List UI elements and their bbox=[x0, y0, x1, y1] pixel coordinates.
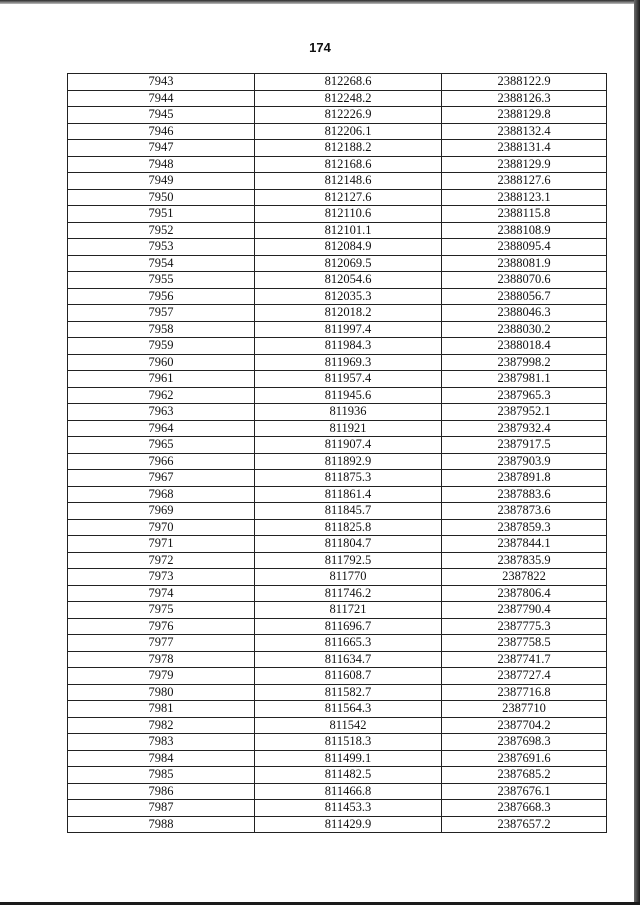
y-coordinate-cell: 2388046.3 bbox=[442, 305, 607, 322]
table-row bbox=[68, 74, 607, 91]
y-coordinate-cell: 2388123.1 bbox=[442, 189, 607, 206]
point-number-cell: 7975 bbox=[68, 602, 255, 619]
point-number-cell: 7973 bbox=[68, 569, 255, 586]
x-coordinate-cell: 811453.3 bbox=[255, 800, 442, 817]
table-row bbox=[68, 470, 607, 487]
x-coordinate-cell: 811861.4 bbox=[255, 486, 442, 503]
point-number-cell: 7984 bbox=[68, 750, 255, 767]
table-row bbox=[68, 140, 607, 157]
y-coordinate-cell: 2387873.6 bbox=[442, 503, 607, 520]
table-row bbox=[68, 206, 607, 223]
point-number-cell: 7947 bbox=[68, 140, 255, 157]
table-row bbox=[68, 272, 607, 289]
point-number-cell: 7982 bbox=[68, 717, 255, 734]
x-coordinate-cell: 811482.5 bbox=[255, 767, 442, 784]
y-coordinate-cell: 2387691.6 bbox=[442, 750, 607, 767]
point-number-cell: 7976 bbox=[68, 618, 255, 635]
y-coordinate-cell: 2387998.2 bbox=[442, 354, 607, 371]
x-coordinate-cell: 811845.7 bbox=[255, 503, 442, 520]
y-coordinate-cell: 2388126.3 bbox=[442, 90, 607, 107]
point-number-cell: 7952 bbox=[68, 222, 255, 239]
x-coordinate-cell: 812148.6 bbox=[255, 173, 442, 190]
table-row bbox=[68, 486, 607, 503]
x-coordinate-cell: 812084.9 bbox=[255, 239, 442, 256]
point-number-cell: 7969 bbox=[68, 503, 255, 520]
table-row bbox=[68, 536, 607, 553]
x-coordinate-cell: 811564.3 bbox=[255, 701, 442, 718]
x-coordinate-cell: 811936 bbox=[255, 404, 442, 421]
table-row bbox=[68, 404, 607, 421]
x-coordinate-cell: 812069.5 bbox=[255, 255, 442, 272]
x-coordinate-cell: 811957.4 bbox=[255, 371, 442, 388]
table-row bbox=[68, 453, 607, 470]
x-coordinate-cell: 811792.5 bbox=[255, 552, 442, 569]
point-number-cell: 7953 bbox=[68, 239, 255, 256]
table-row bbox=[68, 800, 607, 817]
x-coordinate-cell: 812168.6 bbox=[255, 156, 442, 173]
x-coordinate-cell: 811518.3 bbox=[255, 734, 442, 751]
point-number-cell: 7980 bbox=[68, 684, 255, 701]
y-coordinate-cell: 2387727.4 bbox=[442, 668, 607, 685]
point-number-cell: 7968 bbox=[68, 486, 255, 503]
y-coordinate-cell: 2388018.4 bbox=[442, 338, 607, 355]
y-coordinate-cell: 2387775.3 bbox=[442, 618, 607, 635]
x-coordinate-cell: 811429.9 bbox=[255, 816, 442, 833]
x-coordinate-cell: 811892.9 bbox=[255, 453, 442, 470]
table-row bbox=[68, 288, 607, 305]
y-coordinate-cell: 2387685.2 bbox=[442, 767, 607, 784]
table-row bbox=[68, 569, 607, 586]
table-row bbox=[68, 387, 607, 404]
point-number-cell: 7966 bbox=[68, 453, 255, 470]
table-row bbox=[68, 305, 607, 322]
point-number-cell: 7957 bbox=[68, 305, 255, 322]
y-coordinate-cell: 2387668.3 bbox=[442, 800, 607, 817]
y-coordinate-cell: 2387790.4 bbox=[442, 602, 607, 619]
x-coordinate-cell: 812206.1 bbox=[255, 123, 442, 140]
table-row bbox=[68, 816, 607, 833]
table-row bbox=[68, 437, 607, 454]
x-coordinate-cell: 811875.3 bbox=[255, 470, 442, 487]
table-row bbox=[68, 239, 607, 256]
x-coordinate-cell: 811634.7 bbox=[255, 651, 442, 668]
y-coordinate-cell: 2387891.8 bbox=[442, 470, 607, 487]
point-number-cell: 7970 bbox=[68, 519, 255, 536]
x-coordinate-cell: 811825.8 bbox=[255, 519, 442, 536]
table-row bbox=[68, 222, 607, 239]
x-coordinate-cell: 811804.7 bbox=[255, 536, 442, 553]
point-number-cell: 7977 bbox=[68, 635, 255, 652]
y-coordinate-cell: 2387822 bbox=[442, 569, 607, 586]
point-number-cell: 7950 bbox=[68, 189, 255, 206]
y-coordinate-cell: 2387859.3 bbox=[442, 519, 607, 536]
table-row bbox=[68, 90, 607, 107]
y-coordinate-cell: 2387758.5 bbox=[442, 635, 607, 652]
table-row bbox=[68, 503, 607, 520]
point-number-cell: 7981 bbox=[68, 701, 255, 718]
y-coordinate-cell: 2387835.9 bbox=[442, 552, 607, 569]
table-row bbox=[68, 684, 607, 701]
y-coordinate-cell: 2387698.3 bbox=[442, 734, 607, 751]
x-coordinate-cell: 812127.6 bbox=[255, 189, 442, 206]
x-coordinate-cell: 812054.6 bbox=[255, 272, 442, 289]
y-coordinate-cell: 2387806.4 bbox=[442, 585, 607, 602]
x-coordinate-cell: 811696.7 bbox=[255, 618, 442, 635]
table-row bbox=[68, 255, 607, 272]
x-coordinate-cell: 811608.7 bbox=[255, 668, 442, 685]
y-coordinate-cell: 2388081.9 bbox=[442, 255, 607, 272]
point-number-cell: 7954 bbox=[68, 255, 255, 272]
x-coordinate-cell: 811499.1 bbox=[255, 750, 442, 767]
x-coordinate-cell: 812035.3 bbox=[255, 288, 442, 305]
point-number-cell: 7946 bbox=[68, 123, 255, 140]
table-row bbox=[68, 173, 607, 190]
table-row bbox=[68, 189, 607, 206]
point-number-cell: 7964 bbox=[68, 420, 255, 437]
point-number-cell: 7978 bbox=[68, 651, 255, 668]
point-number-cell: 7983 bbox=[68, 734, 255, 751]
point-number-cell: 7958 bbox=[68, 321, 255, 338]
y-coordinate-cell: 2387903.9 bbox=[442, 453, 607, 470]
x-coordinate-cell: 811997.4 bbox=[255, 321, 442, 338]
point-number-cell: 7974 bbox=[68, 585, 255, 602]
y-coordinate-cell: 2387676.1 bbox=[442, 783, 607, 800]
table-row bbox=[68, 668, 607, 685]
y-coordinate-cell: 2387716.8 bbox=[442, 684, 607, 701]
point-number-cell: 7949 bbox=[68, 173, 255, 190]
y-coordinate-cell: 2387844.1 bbox=[442, 536, 607, 553]
x-coordinate-cell: 811542 bbox=[255, 717, 442, 734]
y-coordinate-cell: 2388030.2 bbox=[442, 321, 607, 338]
point-number-cell: 7945 bbox=[68, 107, 255, 124]
x-coordinate-cell: 811907.4 bbox=[255, 437, 442, 454]
y-coordinate-cell: 2388129.8 bbox=[442, 107, 607, 124]
y-coordinate-cell: 2388115.8 bbox=[442, 206, 607, 223]
point-number-cell: 7986 bbox=[68, 783, 255, 800]
table-row bbox=[68, 635, 607, 652]
table-row bbox=[68, 552, 607, 569]
x-coordinate-cell: 811921 bbox=[255, 420, 442, 437]
point-number-cell: 7963 bbox=[68, 404, 255, 421]
y-coordinate-cell: 2388127.6 bbox=[442, 173, 607, 190]
x-coordinate-cell: 812268.6 bbox=[255, 74, 442, 91]
table-row bbox=[68, 371, 607, 388]
point-number-cell: 7987 bbox=[68, 800, 255, 817]
table-row bbox=[68, 107, 607, 124]
table-row bbox=[68, 156, 607, 173]
table-row bbox=[68, 767, 607, 784]
table-row bbox=[68, 750, 607, 767]
y-coordinate-cell: 2387917.5 bbox=[442, 437, 607, 454]
y-coordinate-cell: 2388129.9 bbox=[442, 156, 607, 173]
x-coordinate-cell: 812101.1 bbox=[255, 222, 442, 239]
x-coordinate-cell: 812248.2 bbox=[255, 90, 442, 107]
table-row bbox=[68, 717, 607, 734]
scan-edge-top bbox=[0, 0, 640, 4]
table-row bbox=[68, 354, 607, 371]
y-coordinate-cell: 2387932.4 bbox=[442, 420, 607, 437]
y-coordinate-cell: 2387883.6 bbox=[442, 486, 607, 503]
point-number-cell: 7962 bbox=[68, 387, 255, 404]
point-number-cell: 7985 bbox=[68, 767, 255, 784]
x-coordinate-cell: 811665.3 bbox=[255, 635, 442, 652]
point-number-cell: 7972 bbox=[68, 552, 255, 569]
x-coordinate-cell: 811582.7 bbox=[255, 684, 442, 701]
x-coordinate-cell: 811770 bbox=[255, 569, 442, 586]
table-row bbox=[68, 321, 607, 338]
point-number-cell: 7956 bbox=[68, 288, 255, 305]
table-row bbox=[68, 420, 607, 437]
scan-edge-right bbox=[634, 0, 640, 905]
page-number: 174 bbox=[309, 40, 331, 55]
x-coordinate-cell: 811466.8 bbox=[255, 783, 442, 800]
y-coordinate-cell: 2387965.3 bbox=[442, 387, 607, 404]
table-row bbox=[68, 701, 607, 718]
x-coordinate-cell: 812226.9 bbox=[255, 107, 442, 124]
y-coordinate-cell: 2387710 bbox=[442, 701, 607, 718]
table-row bbox=[68, 519, 607, 536]
y-coordinate-cell: 2388056.7 bbox=[442, 288, 607, 305]
point-number-cell: 7951 bbox=[68, 206, 255, 223]
point-number-cell: 7965 bbox=[68, 437, 255, 454]
coordinates-table bbox=[67, 73, 607, 833]
table-row bbox=[68, 123, 607, 140]
y-coordinate-cell: 2387952.1 bbox=[442, 404, 607, 421]
y-coordinate-cell: 2388108.9 bbox=[442, 222, 607, 239]
x-coordinate-cell: 811969.3 bbox=[255, 354, 442, 371]
point-number-cell: 7988 bbox=[68, 816, 255, 833]
point-number-cell: 7960 bbox=[68, 354, 255, 371]
y-coordinate-cell: 2387981.1 bbox=[442, 371, 607, 388]
y-coordinate-cell: 2388095.4 bbox=[442, 239, 607, 256]
point-number-cell: 7955 bbox=[68, 272, 255, 289]
table-row bbox=[68, 783, 607, 800]
coordinates-table-body bbox=[68, 74, 607, 833]
table-row bbox=[68, 734, 607, 751]
point-number-cell: 7979 bbox=[68, 668, 255, 685]
table-row bbox=[68, 338, 607, 355]
y-coordinate-cell: 2388122.9 bbox=[442, 74, 607, 91]
y-coordinate-cell: 2388070.6 bbox=[442, 272, 607, 289]
y-coordinate-cell: 2387704.2 bbox=[442, 717, 607, 734]
point-number-cell: 7944 bbox=[68, 90, 255, 107]
table-row bbox=[68, 602, 607, 619]
y-coordinate-cell: 2387741.7 bbox=[442, 651, 607, 668]
point-number-cell: 7943 bbox=[68, 74, 255, 91]
x-coordinate-cell: 811746.2 bbox=[255, 585, 442, 602]
table-row bbox=[68, 585, 607, 602]
x-coordinate-cell: 812110.6 bbox=[255, 206, 442, 223]
point-number-cell: 7959 bbox=[68, 338, 255, 355]
x-coordinate-cell: 811945.6 bbox=[255, 387, 442, 404]
x-coordinate-cell: 812188.2 bbox=[255, 140, 442, 157]
table-row bbox=[68, 618, 607, 635]
x-coordinate-cell: 812018.2 bbox=[255, 305, 442, 322]
point-number-cell: 7948 bbox=[68, 156, 255, 173]
point-number-cell: 7961 bbox=[68, 371, 255, 388]
x-coordinate-cell: 811984.3 bbox=[255, 338, 442, 355]
y-coordinate-cell: 2388131.4 bbox=[442, 140, 607, 157]
y-coordinate-cell: 2387657.2 bbox=[442, 816, 607, 833]
table-row bbox=[68, 651, 607, 668]
y-coordinate-cell: 2388132.4 bbox=[442, 123, 607, 140]
point-number-cell: 7967 bbox=[68, 470, 255, 487]
x-coordinate-cell: 811721 bbox=[255, 602, 442, 619]
point-number-cell: 7971 bbox=[68, 536, 255, 553]
